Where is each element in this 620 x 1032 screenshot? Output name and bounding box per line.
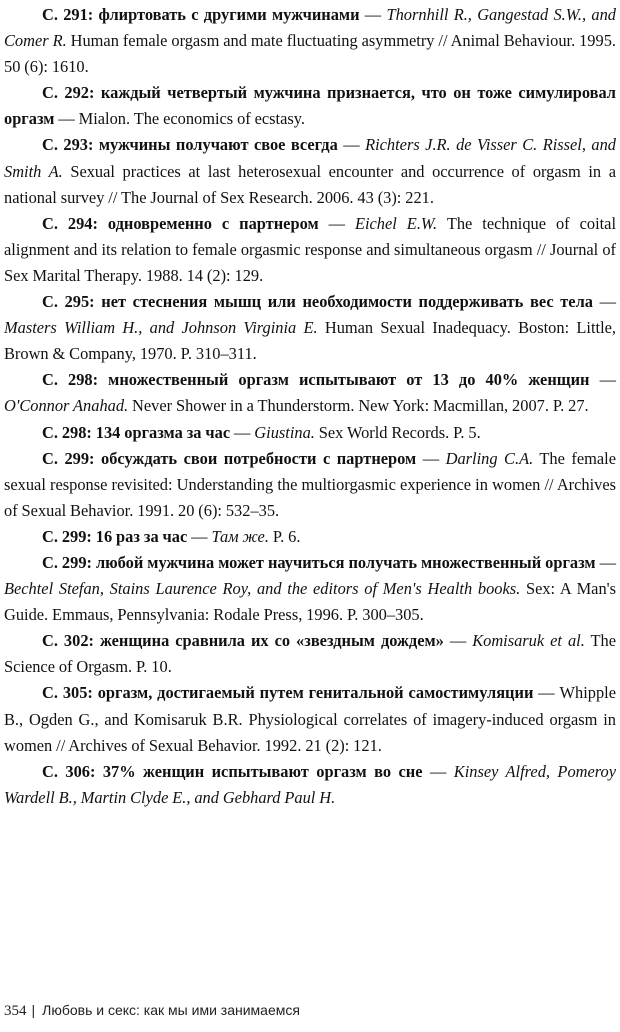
references-list	[4, 2, 616, 811]
source: Sex World Records. P. 5.	[314, 422, 481, 442]
source: Whipple B., Ogden G., and Komisaruk B.R. Physiological correlates of imagery-induced orgasm in women // Archives of Sexual Behavior. 1992. 21 (2): 121.	[4, 683, 616, 755]
author: Там же.	[211, 526, 269, 546]
dash: —	[318, 213, 355, 233]
footer-separator: |	[31, 1002, 36, 1018]
running-title: Любовь и секс: как мы ими занимаемся	[42, 1002, 300, 1018]
page-reference: С. 298: 134 оргазма за час	[42, 422, 231, 442]
author: Eichel E.W.	[354, 213, 438, 233]
author: Darling C.A.	[445, 448, 534, 468]
author: Giustina.	[254, 422, 315, 442]
reference-entry	[4, 367, 616, 419]
dash: —	[230, 422, 255, 442]
reference-entry	[4, 420, 616, 446]
page-footer	[4, 1002, 300, 1020]
page-reference: С. 299: обсуждать свои потребности с партнером	[42, 448, 417, 468]
dash: —	[187, 526, 212, 546]
source: Sexual practices at last heterosexual encounter and occurrence of orgasm in a national survey // The Journal of Sex Research. 2006. 43 (3): 221.	[4, 161, 616, 207]
page-reference: С. 302: женщина сравнила их со «звездным дождем»	[42, 631, 444, 651]
book-page	[4, 2, 616, 1030]
source: Human Sexual Inadequacy. Boston: Little, Brown & Company, 1970. P. 310–311.	[4, 318, 616, 364]
source: Never Shower in a Thunderstorm. New York: Macmillan, 2007. P. 27.	[128, 396, 589, 416]
reference-entry	[4, 289, 616, 367]
dash: —	[533, 683, 560, 703]
page-reference: С. 293: мужчины получают свое всегда	[42, 135, 338, 155]
author: Masters William H., and Johnson Virginia E.	[4, 318, 318, 338]
reference-entry	[4, 2, 616, 80]
source: Sex: A Man's Guide. Emmaus, Pennsylvania: Rodale Press, 1996. P. 300–305.	[4, 579, 616, 625]
dash: —	[54, 109, 79, 129]
dash: —	[422, 761, 454, 781]
source: Human female orgasm and mate fluctuating asymmetry // Animal Behaviour. 1995. 50 (6): 1610.	[4, 31, 616, 77]
page-reference: С. 294: одновременно с партнером	[42, 213, 319, 233]
reference-entry	[4, 132, 616, 210]
author: Kinsey Alfred, Pomeroy Wardell B., Martin Clyde E., and Gebhard Paul H.	[4, 761, 616, 807]
dash: —	[595, 552, 616, 572]
dash: —	[416, 448, 446, 468]
reference-entry	[4, 680, 616, 758]
author: Richters J.R. de Visser C. Rissel, and Smith A.	[4, 135, 616, 181]
page-reference: С. 292: каждый четвертый мужчина признается, что он тоже симулировал оргазм	[4, 83, 616, 129]
reference-entry	[4, 211, 616, 289]
dash: —	[592, 292, 617, 312]
page-reference: С. 291: флиртовать с другими мужчинами	[42, 5, 360, 24]
source: Mialon. The economics of ecstasy.	[78, 109, 305, 129]
reference-entry	[4, 628, 616, 680]
author: Komisaruk et al.	[472, 631, 585, 651]
page-reference: С. 306: 37% женщин испытывают оргазм во сне	[42, 761, 423, 781]
page-reference: С. 298: множественный оргазм испытывают от 13 до 40% женщин	[42, 370, 590, 390]
author: Bechtel Stefan, Stains Laurence Roy, and the editors of Men's Health books.	[4, 579, 521, 599]
page-reference: С. 299: 16 раз за час	[42, 526, 188, 546]
source: The Science of Orgasm. P. 10.	[4, 631, 616, 677]
source: P. 6.	[268, 526, 301, 546]
reference-entry	[4, 524, 616, 550]
page-reference: С. 305: оргазм, достигаемый путем генитальной самостимуляции	[42, 683, 534, 703]
reference-entry	[4, 550, 616, 628]
page-number: 354	[4, 1003, 27, 1019]
page-reference: С. 299: любой мужчина может научиться получать множественный оргазм	[42, 552, 596, 572]
reference-entry	[4, 446, 616, 524]
source: The technique of coital alignment and its relation to female orgasmic response and simultaneous orgasm // Journal of Sex Marital Therapy. 1988. 14 (2): 129.	[4, 213, 617, 285]
source: The female sexual response revisited: Understanding the multiorgasmic experience in women // Archives of Sexual Behavior. 1991. 20 (6): 532–35.	[4, 448, 616, 520]
dash: —	[443, 631, 473, 651]
reference-entry	[4, 759, 616, 811]
dash: —	[337, 135, 366, 155]
author: Thornhill R., Gangestad S.W., and Comer R.	[4, 5, 616, 51]
reference-entry	[4, 80, 616, 132]
dash: —	[359, 5, 387, 24]
author: O'Connor Anahad.	[4, 396, 129, 416]
page-reference: С. 295: нет стеснения мышц или необходимости поддерживать вес тела	[42, 292, 593, 312]
dash: —	[589, 370, 616, 390]
